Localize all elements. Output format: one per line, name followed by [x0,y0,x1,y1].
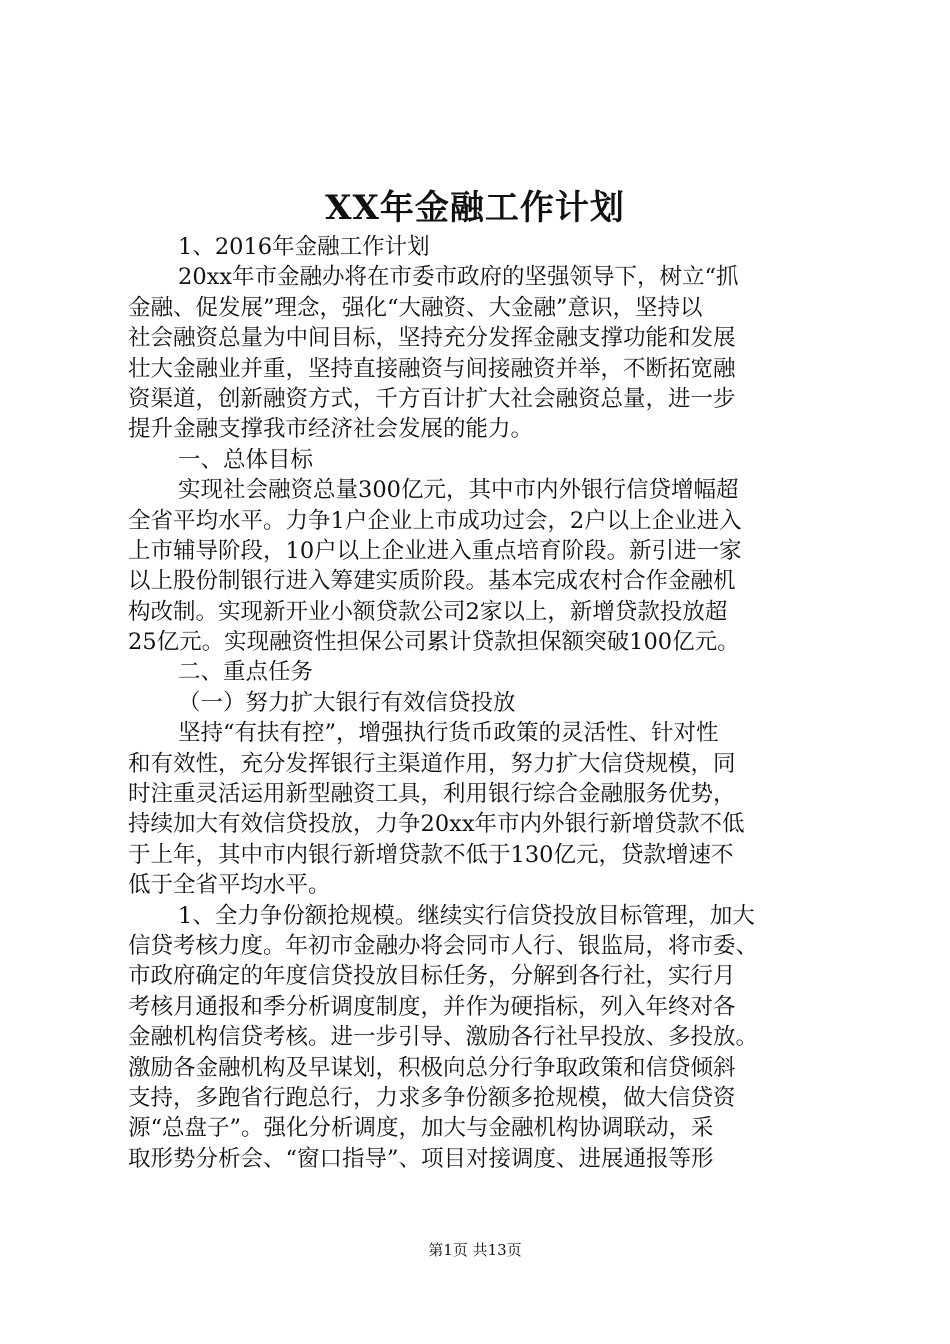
body-line: 考核月通报和季分析调度制度，并作为硬指标，列入年终对各 [128,993,736,1020]
body-line: 时注重灵活运用新型融资工具，利用银行综合金融服务优势， [128,781,736,808]
body-line: 取形势分析会、“窗口指导”、项目对接调度、进展通报等形 [128,1145,714,1172]
body-line: 25亿元。实现融资性担保公司累计贷款担保额突破100亿元。 [128,629,740,656]
body-line: 于上年，其中市内银行新增贷款不低于130亿元，贷款增速不 [128,841,734,868]
body-line: 1、2016年金融工作计划 [178,234,430,260]
body-line: 社会融资总量为中间目标，坚持充分发挥金融支撑功能和发展 [128,325,736,352]
body-line: 全省平均水平。力争1户企业上市成功过会，2户以上企业进入 [128,507,742,534]
body-line: 以上股份制银行进入筹建实质阶段。基本完成农村合作金融机 [128,568,736,595]
document-title: XX年金融工作计划 [325,188,625,228]
body-line: 实现社会融资总量300亿元，其中市内外银行信贷增幅超 [178,477,739,504]
body-line: 信贷考核力度。年初市金融办将会同市人行、银监局，将市委、 [128,932,759,959]
body-line: 金融机构信贷考核。进一步引导、激励各行社早投放、多投放。 [128,1024,759,1051]
body-line: 源“总盘子”。强化分析调度，加大与金融机构协调联动，采 [128,1115,714,1142]
body-line: 壮大金融业并重，坚持直接融资与间接融资并举，不断拓宽融 [128,355,736,382]
body-line: 20xx年市金融办将在市委市政府的坚强领导下，树立“抓 [178,264,739,291]
body-line: 市政府确定的年度信贷投放目标任务，分解到各行社，实行月 [128,963,736,990]
body-line: 构改制。实现新开业小额贷款公司2家以上，新增贷款投放超 [128,598,728,625]
body-line: 激励各金融机构及早谋划，积极向总分行争取政策和信贷倾斜 [128,1054,736,1081]
body-line: 和有效性，充分发挥银行主渠道作用，努力扩大信贷规模，同 [128,750,736,777]
body-line: 持续加大有效信贷投放，力争20xx年市内外银行新增贷款不低 [128,811,745,838]
subsection-heading: （一）努力扩大银行有效信贷投放 [178,689,516,716]
body-line: 低于全省平均水平。 [128,872,331,899]
section-heading: 二、重点任务 [178,659,314,686]
body-line: 上市辅导阶段，10户以上企业进入重点培育阶段。新引进一家 [128,537,742,564]
body-line: 坚持“有扶有控”，增强执行货币政策的灵活性、针对性 [178,720,719,747]
body-line: 金融、促发展”理念，强化“大融资、大金融”意识，坚持以 [128,294,703,321]
page-footer: 第1页 共13页 [428,1241,522,1259]
document-body [128,232,838,1174]
body-line: 提升金融支撑我市经济社会发展的能力。 [128,416,534,443]
section-heading: 一、总体目标 [178,446,314,473]
body-line: 1、全力争份额抢规模。继续实行信贷投放目标管理，加大 [178,902,755,929]
body-line: 资渠道，创新融资方式，千方百计扩大社会融资总量，进一步 [128,385,736,412]
body-line: 支持，多跑省行跑总行，力求多争份额多抢规模，做大信贷资 [128,1084,736,1111]
